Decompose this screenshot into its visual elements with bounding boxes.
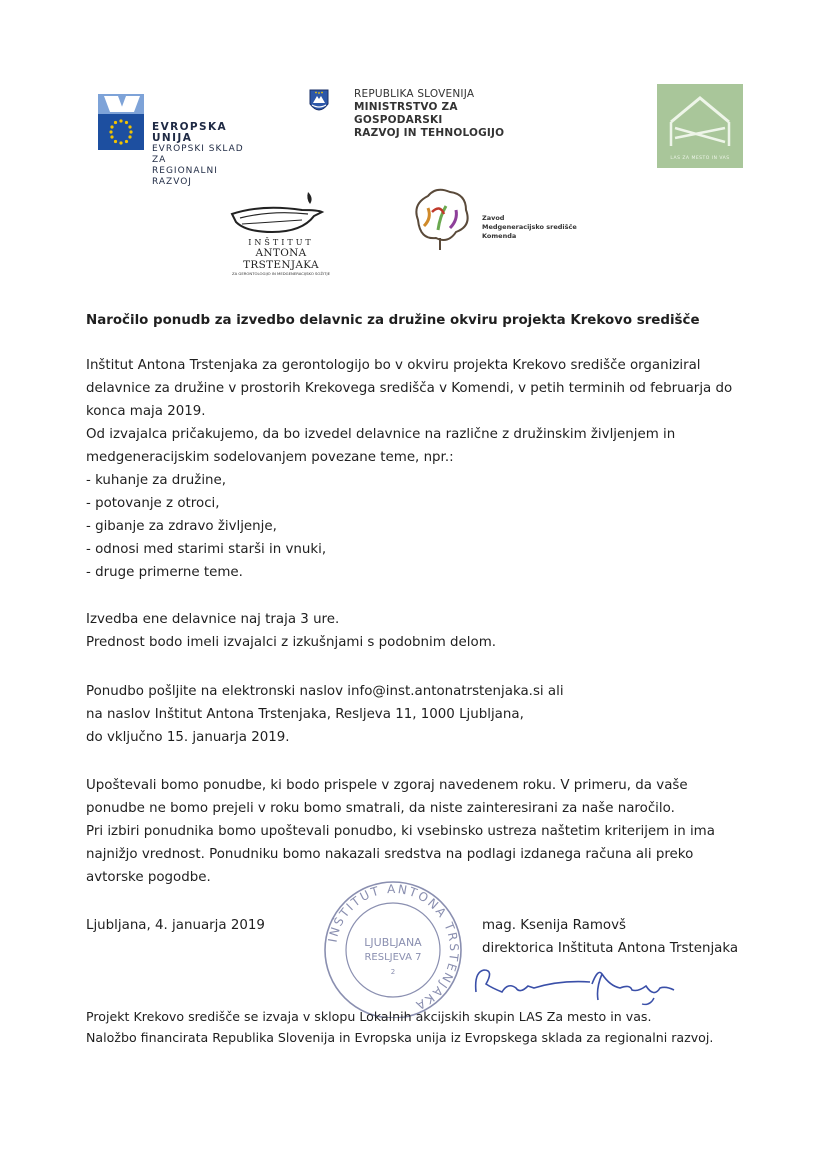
text-line: konca maja 2019.: [86, 404, 206, 419]
footer: [86, 1006, 713, 1048]
eu-subtitle-1: EVROPSKI SKLAD ZA: [152, 144, 244, 165]
zavod-line-3: Komenda: [482, 232, 517, 240]
text-line: medgeneracijskim sodelovanjem povezane teme, npr.:: [86, 450, 454, 465]
place-date: Ljubljana, 4. januarja 2019: [86, 918, 265, 933]
list-item: - gibanje za zdravo življenje,: [86, 519, 277, 534]
footer-line: Projekt Krekovo središče se izvaja v sklopu Lokalnih akcijskih skupin LAS Za mesto in vas.: [86, 1009, 652, 1024]
text-line: Prednost bodo imeli izvajalci z izkušnjami s podobnim delom.: [86, 635, 497, 650]
las-logo: [657, 84, 743, 168]
signature-icon: [470, 958, 700, 1008]
stamp-number: 2: [390, 968, 396, 976]
paragraph-intro: [86, 354, 732, 584]
slovenia-coat-of-arms-icon: [308, 88, 330, 116]
signatory-position: direktorica Inštituta Antona Trstenjaka: [482, 941, 739, 956]
text-line: na naslov Inštitut Antona Trstenjaka, Resljeva 11, 1000 Ljubljana,: [86, 707, 524, 722]
stamp-seal-icon: [318, 878, 468, 1018]
handwritten-signature: [470, 958, 700, 1008]
institute-line-2: ANTONA TRSTENJAKA: [243, 247, 319, 271]
text-line: Pri izbiri ponudnika bomo upoštevali ponudbo, ki vsebinsko ustreza naštetim kriterijem in ima: [86, 824, 715, 839]
text-line: Inštitut Antona Trstenjaka za gerontologijo bo v okviru projekta Krekovo središče organiziral: [86, 358, 701, 373]
text-line: Izvedba ene delavnice naj traja 3 ure.: [86, 612, 340, 627]
eu-title: EVROPSKA UNIJA: [152, 121, 228, 144]
official-stamp: [318, 878, 468, 1018]
paragraph-submission: [86, 680, 564, 749]
list-item: - potovanje z otroci,: [86, 496, 220, 511]
ministry-line-3: RAZVOJ IN TEHNOLOGIJO: [354, 127, 505, 139]
institute-line-3: ZA GERONTOLOGIJO IN MEDGENERACIJSKO SOŽITJE: [232, 271, 330, 276]
institute-line-1: INŠTITUT: [248, 238, 314, 247]
eu-subtitle-2: REGIONALNI RAZVOJ: [152, 166, 218, 187]
text-line: Od izvajalca pričakujemo, da bo izvedel delavnice na različne z družinskim življenjem in: [86, 427, 676, 442]
text-line: delavnice za družine v prostorih Krekovega središča v Komendi, v petih terminih od februarja do: [86, 381, 733, 396]
document-title: Naročilo ponudb za izvedbo delavnic za družine okviru projekta Krekovo središče: [86, 313, 700, 328]
text-line: najnižjo vrednost. Ponudniku bomo nakazali sredstva na podlagi izdanega računa ali preko: [86, 847, 694, 862]
eu-logo: [96, 94, 256, 187]
paragraph-duration: [86, 608, 496, 654]
zavod-logo: [410, 186, 590, 252]
signatory-block: [482, 914, 738, 960]
signatory-name: mag. Ksenija Ramovš: [482, 918, 627, 933]
text-line: ponudbe ne bomo prejeli v roku bomo smatrali, da niste zainteresirani za naše naročilo.: [86, 801, 675, 816]
zavod-line-2: Medgeneracijsko središče: [482, 223, 577, 231]
list-item: - odnosi med starimi starši in vnuki,: [86, 542, 327, 557]
ministry-line-2: MINISTRSTVO ZA GOSPODARSKI: [354, 101, 458, 126]
list-item: - kuhanje za družine,: [86, 473, 227, 488]
oil-lamp-icon: [222, 188, 340, 240]
text-line: Upoštevali bomo ponudbe, ki bodo prispele v zgoraj navedenem roku. V primeru, da vaše: [86, 778, 688, 793]
institute-logo: [222, 188, 340, 276]
zavod-line-1: Zavod: [482, 214, 505, 222]
text-line: do vključno 15. januarja 2019.: [86, 730, 290, 745]
text-line: avtorske pogodbe.: [86, 870, 211, 885]
text-line: Ponudbo pošljite na elektronski naslov info@inst.antonatrstenjaka.si ali: [86, 684, 564, 699]
las-text: LAS ZA MESTO IN VAS: [670, 156, 730, 161]
stamp-street: RESLJEVA 7: [364, 952, 422, 963]
paragraph-criteria: [86, 774, 715, 889]
tree-icon: [410, 186, 474, 252]
stamp-ring-text: INŠTITUT ANTONA TRSTENJAKA: [325, 881, 462, 1014]
footer-line: Naložbo financirata Republika Slovenija in Evropska unija iz Evropskega sklada za regionalni razvoj.: [86, 1030, 714, 1045]
eu-flag-icon: [96, 94, 148, 152]
list-item: - druge primerne teme.: [86, 565, 243, 580]
las-house-icon: [657, 84, 743, 154]
ministry-line-1: REPUBLIKA SLOVENIJA: [354, 88, 475, 100]
stamp-city: LJUBLJANA: [364, 936, 422, 949]
ministry-logo: [308, 86, 538, 139]
